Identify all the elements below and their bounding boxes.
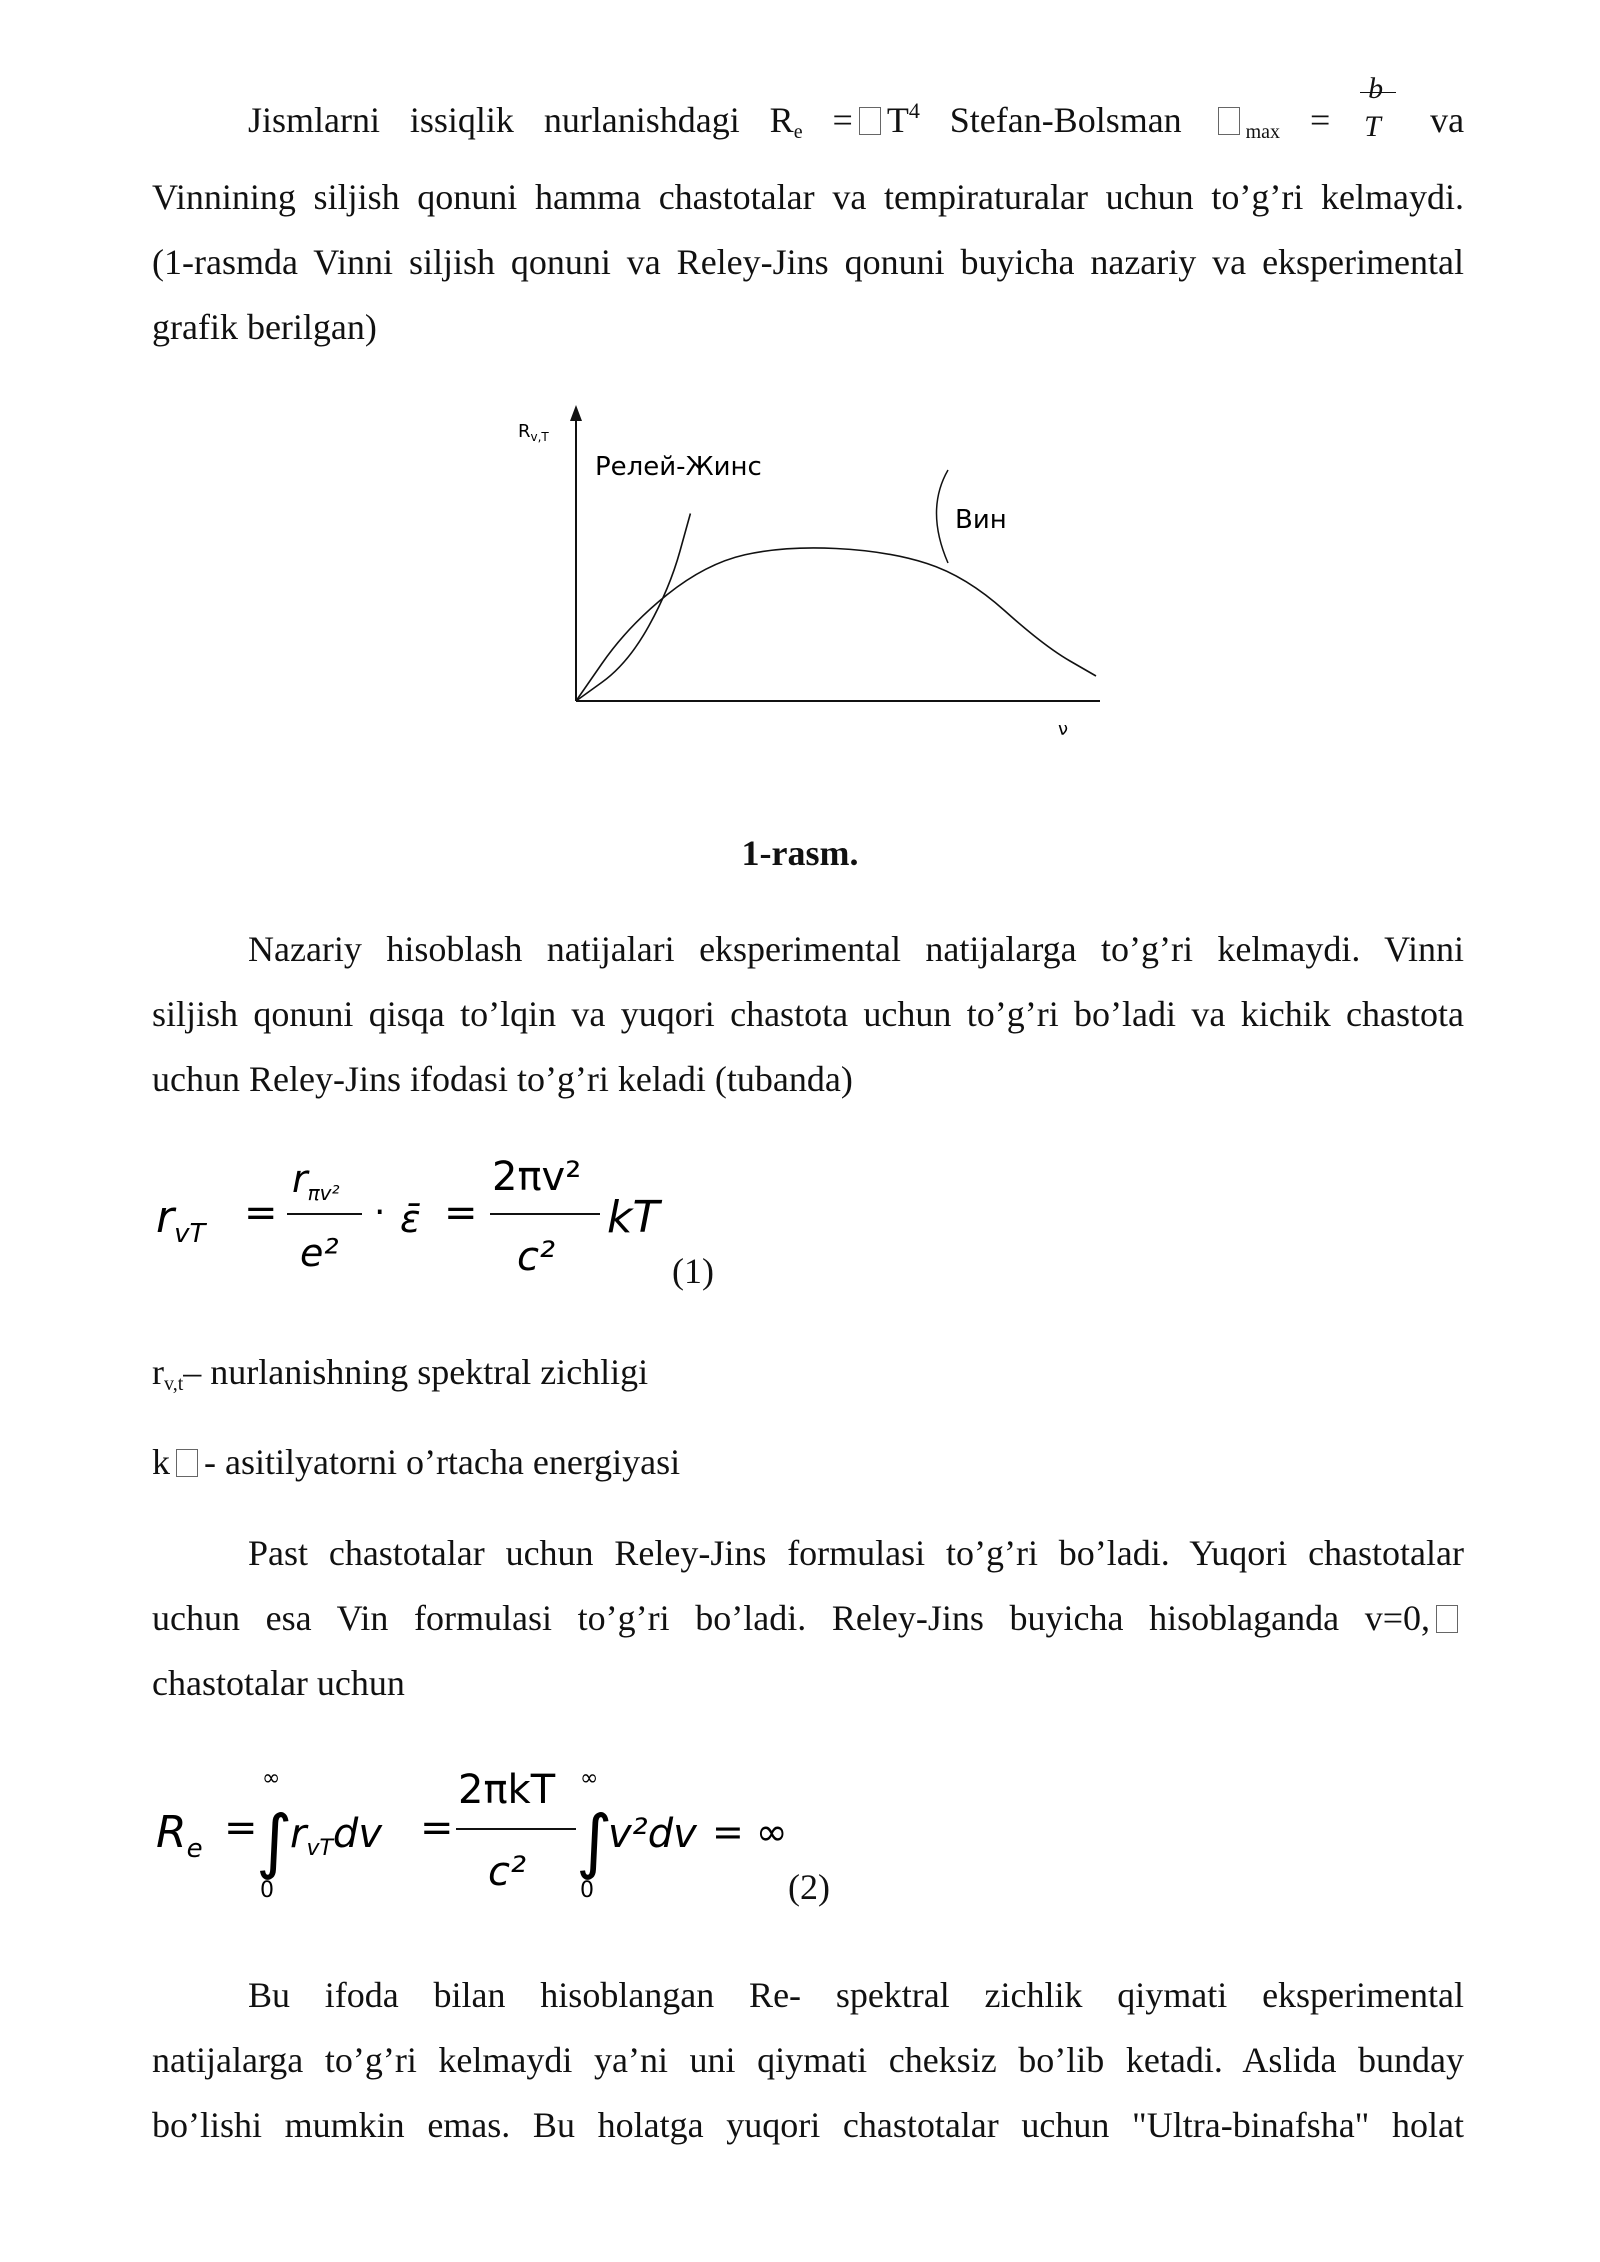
max-subscript: max xyxy=(1245,121,1281,143)
b-over-t-fraction: b T xyxy=(1360,98,1400,134)
definition-r-text: – nurlanishning spektral zichligi xyxy=(183,1352,649,1392)
freq-line-1: Past chastotalar uchun Reley-Jins formulasi to’g’ri bo’ladi. Yuqori chastotalar xyxy=(248,1533,1464,1573)
eq2-integral-2: ∫ xyxy=(576,1800,613,1882)
missing-glyph-box xyxy=(176,1449,198,1477)
t-power: 4 xyxy=(908,98,920,123)
y-axis-arrow xyxy=(570,405,582,421)
radiation-chart xyxy=(500,395,1120,755)
missing-glyph-box xyxy=(1218,107,1240,135)
uv-line-3: bo’lishi mumkin emas. Bu holatga yuqori chastotalar uchun "Ultra-binafsha" holat xyxy=(152,2105,1464,2145)
intro-line-2: Vinnining siljish qonuni hamma chastotalar va tempiraturalar uchun to’g’ri kelmaydi. xyxy=(152,177,1464,217)
annotation-wien: Вин xyxy=(955,505,1007,535)
definition-r: $r_{v,t}-$ nurlanishning spektral zichligi xyxy=(152,1352,649,1395)
wien-bracket xyxy=(937,470,949,563)
freq-line-2: uchun esa Vin formulasi to’g’ri bo’ladi. Reley-Jins buyicha hisoblaganda v=0, xyxy=(152,1586,1464,1651)
theory-line-3: uchun Reley-Jins ifodasi to’g’ri keladi (tubanda) xyxy=(152,1059,853,1099)
eq1-epsilon: ε̄ xyxy=(400,1197,421,1241)
va-text: va xyxy=(1430,100,1465,140)
eq2-upper-1: ∞ xyxy=(262,1766,281,1791)
paragraph-theory xyxy=(152,917,1464,1112)
definition-k: k - asitilyatorni o’rtacha energiyasi xyxy=(152,1442,681,1482)
eq2-result: = ∞ xyxy=(712,1810,788,1854)
eq1-frac1-num: $r_{\pi v^2}$ xyxy=(292,1157,340,1205)
eq2-integrand-2: v²dv xyxy=(608,1811,697,1857)
svg-text:=: = xyxy=(244,1190,278,1236)
equation-2-number: (2) xyxy=(788,1867,830,1907)
eq1-frac1-den: e² xyxy=(300,1231,339,1275)
intro-line-4: grafik berilgan) xyxy=(152,307,377,347)
eq1-frac2-num: 2πv² xyxy=(492,1154,582,1200)
paragraph-intro xyxy=(152,72,1465,360)
freq-line-3: chastotalar uchun xyxy=(152,1663,405,1703)
wien-curve xyxy=(576,548,1096,701)
eq2-lhs: $R_e$ xyxy=(156,1807,203,1864)
intro-text: Jismlarni issiqlik nurlanishdagi R xyxy=(248,100,794,140)
annotation-rayleigh-jeans: Релей-Жинс xyxy=(595,452,762,482)
intro-line-1: Jismlarni issiqlik nurlanishdagi $R_e = T^4$ Stefan-Bolsman $_{max}$ = b T va xyxy=(248,72,1465,143)
uv-line-1: Bu ifoda bilan hisoblangan Re- spektral zichlik qiymati eksperimental xyxy=(248,1975,1464,2015)
equation-1-number: (1) xyxy=(672,1251,714,1291)
re-subscript: e xyxy=(793,121,803,143)
paragraph-ultraviolet xyxy=(152,1963,1464,2158)
equation-1 xyxy=(152,1140,752,1310)
eq2-frac-den: c² xyxy=(488,1849,527,1895)
missing-glyph-box xyxy=(859,107,881,135)
definition-k-text: - asitilyatorni o’rtacha energiyasi xyxy=(204,1442,681,1482)
theory-line-1: Nazariy hisoblash natijalari eksperimental natijalarga to’g’ri kelmaydi. Vinni xyxy=(248,929,1464,969)
theory-line-2: siljish qonuni qisqa to’lqin va yuqori chastota uchun to’g’ri bo’ladi va kichik chastota xyxy=(152,994,1464,1034)
svg-text:=: = xyxy=(224,1805,258,1851)
svg-text:·: · xyxy=(374,1192,386,1233)
paragraph-frequencies xyxy=(152,1521,1464,1716)
eq1-frac2-den: c² xyxy=(517,1234,556,1280)
missing-glyph-box xyxy=(1436,1605,1458,1633)
eq1-kt: kT xyxy=(607,1192,660,1243)
eq2-integral-1: ∫ xyxy=(256,1800,293,1882)
eq2-lower-2: 0 xyxy=(580,1878,594,1903)
y-axis-label: $R_{v,T}$ xyxy=(518,421,549,444)
eq2-frac-num: 2πkT xyxy=(458,1767,556,1813)
equation-2 xyxy=(152,1755,852,1925)
svg-text:=: = xyxy=(444,1190,478,1236)
svg-text:=: = xyxy=(420,1805,454,1851)
eq1-lhs: $r_{vT}$ xyxy=(156,1192,206,1249)
intro-line-3: (1-rasmda Vinni siljish qonuni va Reley-Jins qonuni buyicha nazariy va eksperimental xyxy=(152,242,1464,282)
eq2-lower-1: 0 xyxy=(260,1878,274,1903)
eq2-upper-2: ∞ xyxy=(580,1766,599,1791)
x-axis-label: ν xyxy=(1058,719,1069,740)
stefan-bolsman-text: Stefan-Bolsman xyxy=(949,100,1182,140)
eq2-integrand-1: $r_{vT}dv$ xyxy=(290,1811,382,1861)
rayleigh-jeans-curve xyxy=(576,514,690,702)
figure-caption: 1-rasm. xyxy=(741,833,859,873)
uv-line-2: natijalarga to’g’ri kelmaydi ya’ni uni qiymati cheksiz bo’lib ketadi. Aslida bunday xyxy=(152,2040,1464,2080)
